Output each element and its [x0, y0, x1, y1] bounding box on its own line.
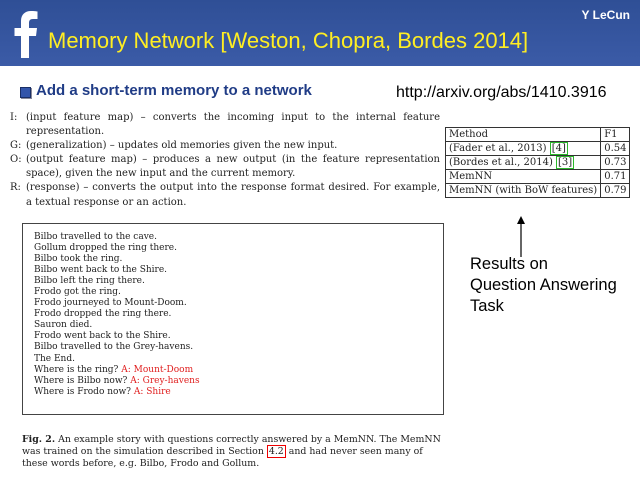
definition-item: G: (generalization) – updates old memories given the new input.: [10, 140, 338, 152]
citation-link[interactable]: [4]: [551, 143, 566, 154]
story-box: [22, 223, 444, 415]
story-line: The End.: [34, 353, 75, 364]
section-ref-link[interactable]: 4.2: [268, 446, 284, 458]
definition-item: I: (input feature map) – converts the incoming input to the internal feature representation.: [10, 112, 440, 138]
story-line: Frodo got the ring.: [34, 287, 121, 298]
subheading: Add a short-term memory to a network: [36, 82, 312, 99]
table-row: [446, 156, 630, 170]
answer-text: A: Grey-havens: [130, 375, 200, 386]
method-cell: MemNN (with BoW features): [446, 184, 601, 198]
component-definitions: [10, 111, 440, 210]
table-row: [446, 170, 630, 184]
question-line: Where is Frodo now? A: Shire: [34, 386, 171, 397]
results-note: Results on Question Answering Task: [470, 255, 617, 315]
story-line: Bilbo took the ring.: [34, 254, 123, 265]
table-row: [446, 142, 630, 156]
results-table: [445, 127, 630, 198]
story-line: Bilbo travelled to the cave.: [34, 232, 157, 242]
arrow-up-icon: [516, 216, 526, 258]
question-line: Where is Bilbo now? A: Grey-havens: [34, 375, 200, 386]
story-line: Frodo dropped the ring there.: [34, 309, 172, 320]
f1-cell: 0.54: [601, 142, 630, 156]
figure-caption: Fig. 2. An example story with questions correctly answered by a MemNN. The MemNN was trained on the simulation described in Section 4.2 and had never seen many of these words before, e.g. Bilbo, Frodo and Gollum.: [22, 434, 441, 470]
definition-item: R: (response) – converts the output into the response format desired. For example, a textual response or an action.: [10, 182, 440, 208]
story-line: Sauron died.: [34, 320, 93, 331]
answer-text: A: Mount-Doom: [121, 364, 194, 375]
story-line: Gollum dropped the ring there.: [34, 243, 177, 254]
story-line: Bilbo travelled to the Grey-havens.: [34, 342, 194, 353]
column-header: Method: [446, 128, 601, 142]
story-line: Bilbo left the ring there.: [34, 276, 145, 287]
square-bullet-icon: [20, 87, 31, 98]
author-label: Y LeCun: [581, 8, 630, 22]
paper-url[interactable]: http://arxiv.org/abs/1410.3916: [396, 84, 607, 101]
story-line: Frodo journeyed to Mount-Doom.: [34, 298, 187, 309]
f1-cell: 0.73: [601, 156, 630, 170]
answer-text: A: Shire: [133, 386, 171, 397]
table-row: [446, 184, 630, 198]
method-cell: (Bordes et al., 2014) [3]: [446, 156, 601, 170]
slide-header: [0, 0, 640, 66]
question-line: Where is the ring? A: Mount-Doom: [34, 364, 194, 375]
method-cell: (Fader et al., 2013) [4]: [446, 142, 601, 156]
definition-item: O: (output feature map) – produces a new output (in the feature representation space), given the new input and the current memory.: [10, 154, 440, 180]
table-header-row: [446, 128, 630, 142]
caption-label: Fig. 2.: [22, 434, 56, 445]
f1-cell: 0.79: [601, 184, 630, 198]
method-cell: MemNN: [446, 170, 601, 184]
column-header: F1: [601, 128, 630, 142]
f1-cell: 0.71: [601, 170, 630, 184]
citation-link[interactable]: [3]: [558, 157, 573, 168]
facebook-f-icon: [8, 8, 42, 58]
story-line: Frodo went back to the Shire.: [34, 331, 171, 342]
slide-title: Memory Network [Weston, Chopra, Bordes 2014]: [48, 28, 529, 53]
story-line: Bilbo went back to the Shire.: [34, 265, 168, 276]
